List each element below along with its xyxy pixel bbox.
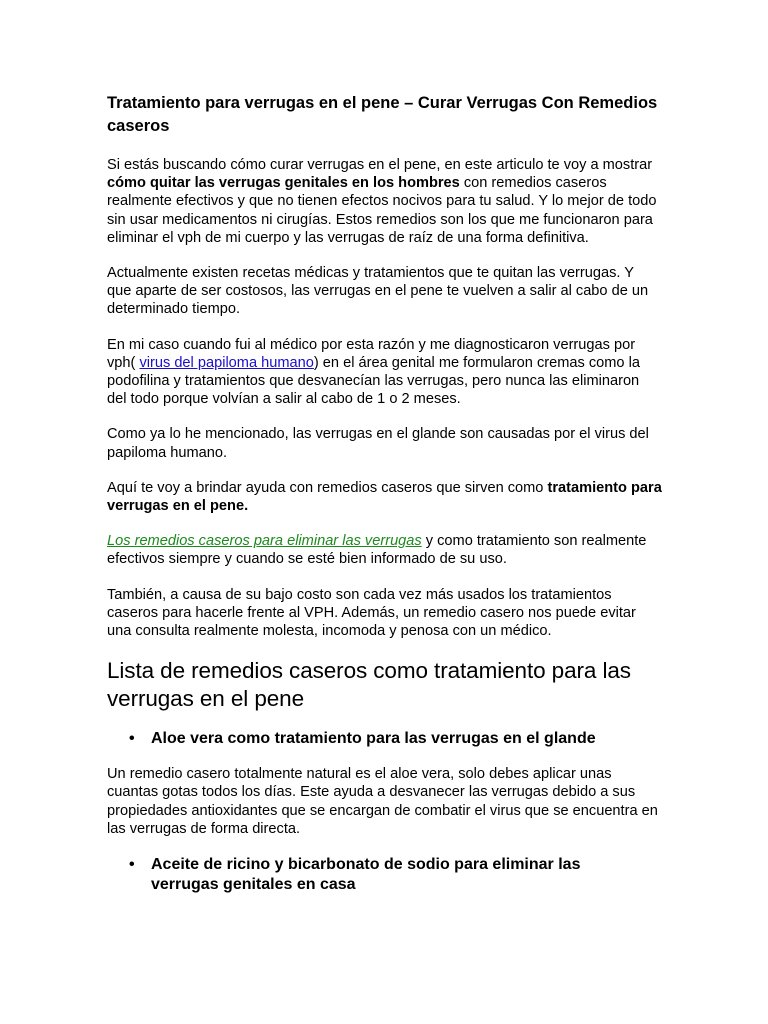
paragraph-recetas: Actualmente existen recetas médicas y tratamientos que te quitan las verrugas. Y que aparte de ser costosos, las verrugas en el pene te vuelven a salir al cabo de un determinado tiempo.	[107, 265, 649, 318]
list-item-aloe-vera	[129, 729, 662, 749]
link-remedios-caseros[interactable]: Los remedios caseros para eliminar las verrugas	[107, 533, 422, 550]
paragraph-aloe-vera: Un remedio casero totalmente natural es el aloe vera, solo debes aplicar unas cuantas gotas todos los días. Este ayuda a desvanecer las verrugas debido a sus propiedades antioxidantes que se encargan de combatir el virus que se encuentra en las verrugas de forma directa.	[107, 766, 658, 837]
paragraph-costo: También, a causa de su bajo costo son cada vez más usados los tratamientos caseros para hacerle frente al VPH. Además, un remedio casero nos puede evitar una consulta realmente molesta, incomoda y penosa con un médico.	[107, 586, 636, 640]
list-item-aceite-ricino-label: Aceite de ricino y bicarbonato de sodio para eliminar las verrugas genitales en casa	[151, 856, 581, 894]
paragraph-glande: Como ya lo he mencionado, las verrugas en el glande son causadas por el virus del papiloma humano.	[107, 426, 649, 461]
intro-text-a: Si estás buscando cómo curar verrugas en el pene, en este articulo te voy a mostrar	[107, 157, 653, 173]
paragraph-remedios	[107, 532, 662, 568]
paragraph-caso	[107, 336, 662, 409]
ayuda-bold: tratamiento para verrugas en el pene.	[107, 479, 662, 515]
caso-text-a: En mi caso cuando fui al médico por esta razón y me diagnosticaron verrugas por vph(	[107, 336, 636, 371]
bullet-glyph: •	[129, 856, 135, 874]
remedios-text-b: y como tratamiento son realmente efectivos siempre y cuando se esté bien informado de su uso.	[107, 533, 647, 568]
section-heading-lista: Lista de remedios caseros como tratamiento para las verrugas en el pene	[107, 658, 631, 712]
ayuda-text-a: Aquí te voy a brindar ayuda con remedios caseros que sirven como	[107, 479, 548, 496]
document-page	[107, 92, 662, 911]
intro-text-b: con remedios caseros realmente efectivos y que no tienen efectos nocivos para tu salud. Y lo mejor de todo sin usar medicamentos ni cirugías. Estos remedios son los que me funcionaron para eliminar el vph de mi cuerpo y las verrugas de raíz de una forma definitiva.	[107, 175, 657, 246]
caso-text-b: ) en el área genital me formularon cremas como la podofilina y tratamientos que desvanecían las verrugas, pero nunca las eliminaron del todo porque volvían a salir al cabo de 1 o 2 meses.	[107, 354, 640, 408]
link-virus-papiloma[interactable]: virus del papiloma humano	[139, 354, 314, 371]
list-item-aceite-ricino	[129, 855, 662, 895]
document-title: Tratamiento para verrugas en el pene – Curar Verrugas Con Remedios caseros	[107, 94, 658, 135]
paragraph-ayuda	[107, 479, 662, 515]
bullet-glyph: •	[129, 730, 135, 748]
list-item-aloe-vera-label: Aloe vera como tratamiento para las verrugas en el glande	[151, 730, 596, 748]
paragraph-intro	[107, 156, 662, 247]
intro-bold: cómo quitar las verrugas genitales en los hombres	[107, 175, 460, 192]
